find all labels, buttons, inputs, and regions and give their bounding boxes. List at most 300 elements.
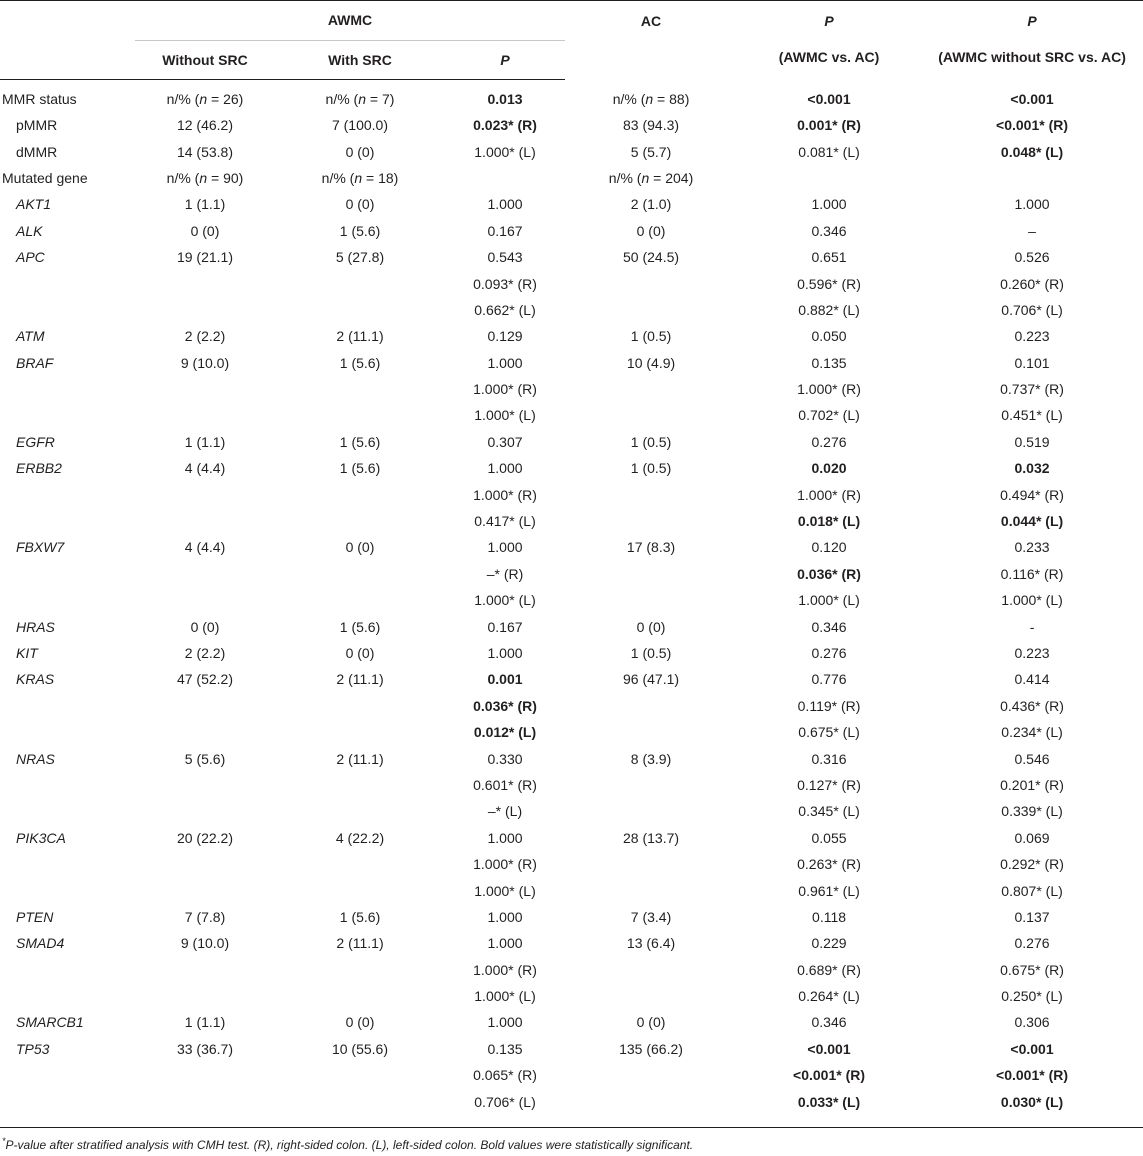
cell-without-src: 47 (52.2) <box>176 671 234 688</box>
table-footnote <box>2 1136 693 1152</box>
cell-ac: 17 (8.3) <box>626 539 676 556</box>
row-label <box>0 270 135 296</box>
row-label <box>0 508 135 534</box>
cell-p-awmc: 0.013 <box>487 91 523 107</box>
row-label <box>0 983 135 1009</box>
row-label <box>0 1088 135 1114</box>
cell-without-src: 2 (2.2) <box>184 645 226 661</box>
cell-p-awmc-wo-vs-ac: 0.546 <box>1014 750 1050 767</box>
table-row <box>0 481 1143 507</box>
cell-ac <box>565 693 737 719</box>
cell-p-awmc: 1.000 <box>487 935 523 952</box>
cell-p-awmc-wo-vs-ac: 0.526 <box>1014 249 1050 266</box>
cell-without-src: 2 (2.2) <box>184 328 226 345</box>
cell-with-src: 0 (0) <box>345 1014 375 1031</box>
table-row <box>0 1088 1143 1114</box>
cell-p-awmc-vs-ac: 0.001* (R) <box>797 117 861 134</box>
table-row <box>0 1009 1143 1035</box>
cell-p-awmc-vs-ac: 0.346 <box>811 222 847 239</box>
row-label: EGFR <box>16 433 55 450</box>
table-row <box>0 877 1143 903</box>
cell-with-src: 1 (5.6) <box>339 354 381 371</box>
cell-with-src: 2 (11.1) <box>336 671 384 688</box>
cell-p-awmc-wo-vs-ac: 0.234* (L) <box>1001 724 1063 741</box>
cell-p-awmc-vs-ac: 0.651 <box>811 249 847 266</box>
row-label: KRAS <box>16 671 55 688</box>
table-row <box>0 323 1143 349</box>
cell-with-src: 2 (11.1) <box>336 935 384 952</box>
cell-p-awmc <box>445 165 565 191</box>
cell-p-awmc: 1.000 <box>487 1014 523 1031</box>
cell-p-awmc-vs-ac: <0.001 <box>807 90 851 107</box>
header-empty-cell <box>0 0 135 41</box>
cell-without-src <box>135 1088 275 1114</box>
table-row <box>0 693 1143 719</box>
row-label <box>0 877 135 903</box>
table-row <box>0 825 1143 851</box>
cell-ac <box>565 297 737 323</box>
cell-p-awmc-wo-vs-ac: 0.706* (L) <box>1001 301 1063 318</box>
cell-p-awmc: 1.000* (R) <box>473 856 537 873</box>
row-label: FBXW7 <box>16 539 65 556</box>
cell-without-src <box>135 376 275 402</box>
cell-with-src: 1 (5.6) <box>339 618 381 635</box>
cell-ac <box>565 1062 737 1088</box>
cell-without-src: 9 (10.0) <box>180 354 230 371</box>
table-row <box>0 745 1143 771</box>
cell-p-awmc-wo-vs-ac: 0.250* (L) <box>1001 988 1063 1005</box>
cell-p-awmc: 1.000* (R) <box>473 961 537 978</box>
cell-without-src: 19 (21.1) <box>176 249 234 266</box>
cell-p-awmc-wo-vs-ac: 0.519 <box>1014 433 1050 450</box>
table-row <box>0 640 1143 666</box>
cell-ac <box>565 376 737 402</box>
cell-p-awmc-wo-vs-ac: 0.414 <box>1014 671 1050 688</box>
cell-p-awmc-vs-ac: 1.000* (R) <box>797 486 861 503</box>
cell-without-src <box>135 1062 275 1088</box>
row-label: MMR status <box>2 91 77 107</box>
cell-without-src <box>135 719 275 745</box>
cell-p-awmc-wo-vs-ac: 0.116* (R) <box>1000 565 1064 582</box>
cell-p-awmc: 0.167 <box>487 618 523 635</box>
cell-ac: 28 (13.7) <box>623 829 680 846</box>
cell-p-awmc-wo-vs-ac: 0.044* (L) <box>1000 513 1064 530</box>
row-label <box>0 772 135 798</box>
cell-ac <box>565 481 737 507</box>
table-row <box>0 534 1143 560</box>
cell-with-src: 0 (0) <box>345 143 375 160</box>
footnote-text: P-value after stratified analysis with CMH test. (R), right-sided colon. (L), left-sided colon. Bold values were statistically significant. <box>5 1138 694 1152</box>
cell-ac: 0 (0) <box>636 618 666 635</box>
footnote-star: * <box>2 1136 6 1146</box>
row-label <box>0 587 135 613</box>
row-label: APC <box>16 249 45 266</box>
row-label <box>0 851 135 877</box>
cell-without-src: 14 (53.8) <box>176 143 234 160</box>
cell-p-awmc-vs-ac: 0.961* (L) <box>798 882 860 899</box>
cell-p-awmc-vs-ac: 0.036* (R) <box>797 565 861 582</box>
cell-ac <box>565 270 737 296</box>
cell-without-src <box>135 772 275 798</box>
cell-p-awmc-vs-ac: 0.081* (L) <box>798 143 860 160</box>
table-row <box>0 402 1143 428</box>
row-label: NRAS <box>16 750 55 767</box>
cell-p-awmc: 0.706* (L) <box>474 1093 536 1110</box>
cell-p-awmc-wo-vs-ac: <0.001 <box>1010 90 1054 107</box>
cell-p-awmc: 0.036* (R) <box>473 697 537 714</box>
cell-ac: 7 (3.4) <box>630 908 672 925</box>
cell-p-awmc-wo-vs-ac: 0.807* (L) <box>1001 882 1063 899</box>
cell-without-src <box>135 851 275 877</box>
cell-with-src: 1 (5.6) <box>339 908 381 925</box>
cell-without-src <box>135 693 275 719</box>
table-row <box>0 613 1143 639</box>
cell-without-src <box>135 957 275 983</box>
table-row <box>0 165 1143 191</box>
cell-p-awmc-wo-vs-ac <box>921 165 1143 191</box>
cell-ac: 5 (5.7) <box>630 143 672 160</box>
cell-without-src: n/% (n = 26) <box>166 91 244 107</box>
cell-with-src: 0 (0) <box>345 645 375 661</box>
cell-ac <box>565 772 737 798</box>
cell-ac <box>565 508 737 534</box>
cell-p-awmc-wo-vs-ac: 0.436* (R) <box>1000 697 1064 714</box>
cell-ac <box>565 719 737 745</box>
header-with-src: With SRC <box>275 41 445 80</box>
cell-without-src <box>135 587 275 613</box>
cell-p-awmc-vs-ac: 0.346 <box>811 1014 847 1031</box>
cell-without-src: 20 (22.2) <box>176 829 234 846</box>
cell-p-awmc: 1.000* (R) <box>473 381 537 398</box>
cell-p-awmc-wo-vs-ac: 0.048* (L) <box>1000 143 1064 160</box>
header-without-src: Without SRC <box>135 41 275 80</box>
cell-with-src: 7 (100.0) <box>331 117 389 134</box>
cell-with-src <box>275 402 445 428</box>
row-label: KIT <box>16 645 38 661</box>
cell-ac <box>565 877 737 903</box>
cell-without-src <box>135 402 275 428</box>
cell-p-awmc-wo-vs-ac: 0.737* (R) <box>1000 381 1064 398</box>
cell-p-awmc-wo-vs-ac: 0.276 <box>1014 935 1050 952</box>
cell-p-awmc-vs-ac: 0.316 <box>811 750 847 767</box>
cell-p-awmc-vs-ac: 0.276 <box>811 433 847 450</box>
row-label: ERBB2 <box>16 460 62 477</box>
cell-ac: 2 (1.0) <box>630 196 672 213</box>
row-label: TP53 <box>16 1040 50 1057</box>
cell-p-awmc-wo-vs-ac: 0.101 <box>1014 354 1050 371</box>
row-label: HRAS <box>16 618 55 635</box>
row-label <box>0 481 135 507</box>
cell-with-src: n/% (n = 7) <box>325 91 395 107</box>
cell-p-awmc: 0.135 <box>487 1040 523 1057</box>
cell-with-src <box>275 376 445 402</box>
cell-p-awmc-vs-ac: 0.702* (L) <box>798 407 860 424</box>
header-p-awmc: P <box>445 41 565 80</box>
table-row <box>0 350 1143 376</box>
cell-with-src: 1 (5.6) <box>339 222 381 239</box>
cell-with-src: 1 (5.6) <box>339 433 381 450</box>
cell-p-awmc-vs-ac: 0.596* (R) <box>797 275 861 292</box>
cell-p-awmc-vs-ac: 1.000* (L) <box>798 592 860 609</box>
cell-ac: 0 (0) <box>636 1014 666 1031</box>
table-row <box>0 218 1143 244</box>
cell-p-awmc: 1.000 <box>487 539 523 556</box>
cell-p-awmc-vs-ac: 0.033* (L) <box>797 1093 861 1110</box>
row-label <box>0 376 135 402</box>
cell-p-awmc-vs-ac: 0.882* (L) <box>798 301 860 318</box>
cell-with-src <box>275 1088 445 1114</box>
cell-ac: 0 (0) <box>636 222 666 239</box>
cell-p-awmc-vs-ac: 0.229 <box>811 935 847 952</box>
cell-p-awmc-vs-ac: 0.675* (L) <box>798 724 860 741</box>
table-row <box>0 957 1143 983</box>
cell-with-src: 5 (27.8) <box>335 249 385 266</box>
cell-p-awmc-vs-ac: 0.776 <box>811 671 847 688</box>
cell-p-awmc-wo-vs-ac: 0.201* (R) <box>1000 776 1064 793</box>
table-row <box>0 270 1143 296</box>
cell-p-awmc-vs-ac: 0.020 <box>811 460 847 477</box>
cell-with-src: 2 (11.1) <box>336 750 384 767</box>
cell-without-src <box>135 877 275 903</box>
cell-without-src <box>135 798 275 824</box>
cell-without-src: 12 (46.2) <box>176 117 234 134</box>
cell-p-awmc-vs-ac: 0.127* (R) <box>797 776 861 793</box>
cell-p-awmc: 1.000 <box>487 460 523 477</box>
table-row <box>0 138 1143 164</box>
cell-without-src: 0 (0) <box>190 222 220 239</box>
cell-without-src <box>135 508 275 534</box>
table-row <box>0 772 1143 798</box>
cell-p-awmc-wo-vs-ac: 0.137 <box>1014 908 1050 925</box>
header-empty-cell <box>0 41 135 80</box>
cell-p-awmc-wo-vs-ac: 0.339* (L) <box>1001 803 1063 820</box>
cell-ac <box>565 587 737 613</box>
cell-ac: 1 (0.5) <box>630 460 672 477</box>
table-row <box>0 80 1143 113</box>
cell-ac: n/% (n = 88) <box>612 90 690 107</box>
cell-without-src: 7 (7.8) <box>184 908 226 925</box>
header-p-awmc-vs-ac <box>737 0 921 80</box>
table-row <box>0 798 1143 824</box>
cell-without-src <box>135 270 275 296</box>
cell-p-awmc-wo-vs-ac: 1.000 <box>1014 196 1050 213</box>
table-row <box>0 455 1143 481</box>
cell-with-src <box>275 957 445 983</box>
cell-with-src: 2 (11.1) <box>336 328 384 345</box>
cell-with-src: 0 (0) <box>345 539 375 556</box>
cell-p-awmc-vs-ac: <0.001* (R) <box>793 1067 866 1084</box>
cell-p-awmc: 0.601* (R) <box>473 776 537 793</box>
cell-p-awmc-wo-vs-ac: 0.223 <box>1014 645 1050 661</box>
cell-p-awmc-vs-ac: 1.000 <box>811 196 847 213</box>
table-row <box>0 930 1143 956</box>
cell-without-src: 5 (5.6) <box>184 750 226 767</box>
header-p-awmc-wo-vs-ac <box>921 0 1143 80</box>
row-label <box>0 561 135 587</box>
cell-p-awmc-wo-vs-ac: 0.233 <box>1014 539 1050 556</box>
row-label <box>0 402 135 428</box>
cell-without-src: 9 (10.0) <box>180 935 230 952</box>
cell-p-awmc-vs-ac: 0.345* (L) <box>798 803 860 820</box>
table-row <box>0 508 1143 534</box>
cell-p-awmc-wo-vs-ac: 0.675* (R) <box>1000 961 1064 978</box>
cell-p-awmc-vs-ac: <0.001 <box>807 1040 851 1057</box>
cell-without-src: 0 (0) <box>190 618 220 635</box>
table-row <box>0 112 1143 138</box>
cell-p-awmc-wo-vs-ac: 1.000* (L) <box>1001 592 1063 609</box>
cell-without-src: 1 (1.1) <box>184 433 226 450</box>
cell-p-awmc: 0.307 <box>487 433 523 450</box>
cell-p-awmc: 0.065* (R) <box>473 1067 537 1084</box>
table-row <box>0 191 1143 217</box>
row-label: ATM <box>16 328 45 345</box>
row-label: SMAD4 <box>16 935 65 952</box>
cell-ac: 96 (47.1) <box>623 671 680 688</box>
cell-with-src <box>275 772 445 798</box>
row-label: PTEN <box>16 908 54 925</box>
cell-without-src: n/% (n = 90) <box>166 169 244 186</box>
cell-without-src: 4 (4.4) <box>184 460 226 477</box>
cell-with-src: 1 (5.6) <box>339 460 381 477</box>
cell-ac: 50 (24.5) <box>623 249 680 266</box>
table-row <box>0 429 1143 455</box>
cell-ac <box>565 851 737 877</box>
table-row <box>0 297 1143 323</box>
cell-ac <box>565 1088 737 1114</box>
cell-without-src: 1 (1.1) <box>184 1014 226 1031</box>
cell-ac: 10 (4.9) <box>626 354 676 371</box>
cell-with-src <box>275 561 445 587</box>
cell-ac: 8 (3.9) <box>630 750 672 767</box>
table-row <box>0 1062 1143 1088</box>
row-label: PIK3CA <box>16 829 66 846</box>
cell-with-src <box>275 983 445 1009</box>
cell-p-awmc-wo-vs-ac: <0.001* (R) <box>996 117 1069 134</box>
header-p-awmc-wo-vs-ac-letter: P <box>1027 12 1037 29</box>
cell-without-src <box>135 983 275 1009</box>
cell-with-src <box>275 1062 445 1088</box>
cell-ac: n/% (n = 204) <box>608 169 694 186</box>
header-p-awmc-wo-vs-ac-label: (AWMC without SRC vs. AC) <box>938 48 1126 65</box>
cell-p-awmc: 0.093* (R) <box>473 275 537 292</box>
cell-with-src <box>275 798 445 824</box>
row-label: ALK <box>16 222 43 239</box>
cell-p-awmc: 1.000 <box>487 908 523 925</box>
cell-p-awmc-vs-ac: 0.018* (L) <box>797 513 861 530</box>
table-header <box>0 0 1143 80</box>
header-ac: AC <box>640 13 662 29</box>
cell-p-awmc-wo-vs-ac: 0.030* (L) <box>1000 1093 1064 1110</box>
cell-p-awmc-wo-vs-ac: 0.069 <box>1014 829 1050 846</box>
cell-p-awmc-vs-ac: 0.135 <box>811 354 847 371</box>
cell-ac: 135 (66.2) <box>619 1040 683 1057</box>
row-label: AKT1 <box>16 196 52 213</box>
cell-p-awmc: 1.000* (L) <box>474 882 536 899</box>
cell-p-awmc-vs-ac: 0.119* (R) <box>797 697 861 714</box>
table-row <box>0 1036 1143 1062</box>
row-label: dMMR <box>16 143 58 160</box>
table-row <box>0 244 1143 270</box>
cell-p-awmc: 1.000 <box>487 829 523 846</box>
cell-ac: 1 (0.5) <box>630 433 672 450</box>
cell-with-src <box>275 693 445 719</box>
cell-without-src <box>135 481 275 507</box>
cell-p-awmc-vs-ac: 0.263* (R) <box>797 856 861 873</box>
cell-ac <box>565 798 737 824</box>
cell-p-awmc-wo-vs-ac: 0.494* (R) <box>1000 486 1064 503</box>
header-p-awmc-vs-ac-letter: P <box>824 12 834 29</box>
cell-p-awmc: 1.000* (L) <box>474 407 536 424</box>
cell-with-src: n/% (n = 18) <box>321 169 399 186</box>
cell-p-awmc-wo-vs-ac: 0.306 <box>1014 1014 1050 1031</box>
cell-with-src <box>275 877 445 903</box>
row-label <box>0 719 135 745</box>
header-p-awmc-vs-ac-label: (AWMC vs. AC) <box>778 48 880 65</box>
cell-without-src: 1 (1.1) <box>184 196 226 213</box>
cell-p-awmc-vs-ac <box>737 165 921 191</box>
cell-ac: 1 (0.5) <box>630 328 672 345</box>
cell-p-awmc-wo-vs-ac: <0.001 <box>1010 1040 1054 1057</box>
table-body <box>0 80 1143 1115</box>
cell-p-awmc: 1.000* (L) <box>474 988 536 1005</box>
cell-p-awmc-vs-ac: 0.346 <box>811 618 847 635</box>
cell-ac <box>565 957 737 983</box>
cell-p-awmc-wo-vs-ac: - <box>1029 618 1035 635</box>
cell-without-src: 33 (36.7) <box>176 1040 234 1057</box>
cell-without-src <box>135 561 275 587</box>
row-label: BRAF <box>16 354 54 371</box>
cell-p-awmc-vs-ac: 1.000* (R) <box>797 381 861 398</box>
cell-p-awmc-wo-vs-ac: – <box>1028 222 1036 239</box>
cell-p-awmc: 0.012* (L) <box>473 724 537 741</box>
cell-with-src: 10 (55.6) <box>331 1040 389 1057</box>
row-label <box>0 297 135 323</box>
cell-p-awmc: 0.417* (L) <box>474 513 536 530</box>
cell-ac <box>565 983 737 1009</box>
cell-p-awmc: 1.000 <box>487 354 523 371</box>
table-row <box>0 587 1143 613</box>
table-row <box>0 851 1143 877</box>
row-label <box>0 957 135 983</box>
table-row <box>0 561 1143 587</box>
row-label <box>0 1062 135 1088</box>
cell-p-awmc-vs-ac: 0.264* (L) <box>798 988 860 1005</box>
table-row <box>0 666 1143 692</box>
header-awmc: AWMC <box>135 0 565 41</box>
cell-p-awmc: 0.167 <box>487 222 523 239</box>
cell-with-src: 0 (0) <box>345 196 375 213</box>
table-row <box>0 719 1143 745</box>
cell-p-awmc: 0.330 <box>487 750 523 767</box>
row-label: pMMR <box>16 117 58 134</box>
cell-without-src <box>135 297 275 323</box>
cell-p-awmc-wo-vs-ac: 0.260* (R) <box>1000 275 1064 292</box>
cell-without-src: 4 (4.4) <box>184 539 226 556</box>
row-label <box>0 693 135 719</box>
cell-p-awmc: 1.000* (L) <box>474 592 536 609</box>
cell-p-awmc: 1.000 <box>487 196 523 213</box>
cell-with-src <box>275 851 445 877</box>
cell-p-awmc: 1.000* (R) <box>473 486 537 503</box>
cell-p-awmc: 1.000 <box>487 645 523 661</box>
cell-p-awmc: 0.543 <box>487 249 523 266</box>
cell-p-awmc: –* (R) <box>486 565 524 582</box>
cell-p-awmc: –* (L) <box>487 803 523 820</box>
cell-with-src: 4 (22.2) <box>335 829 385 846</box>
cell-p-awmc-vs-ac: 0.689* (R) <box>797 961 861 978</box>
cell-with-src <box>275 481 445 507</box>
cell-p-awmc-wo-vs-ac: 0.032 <box>1014 460 1050 477</box>
